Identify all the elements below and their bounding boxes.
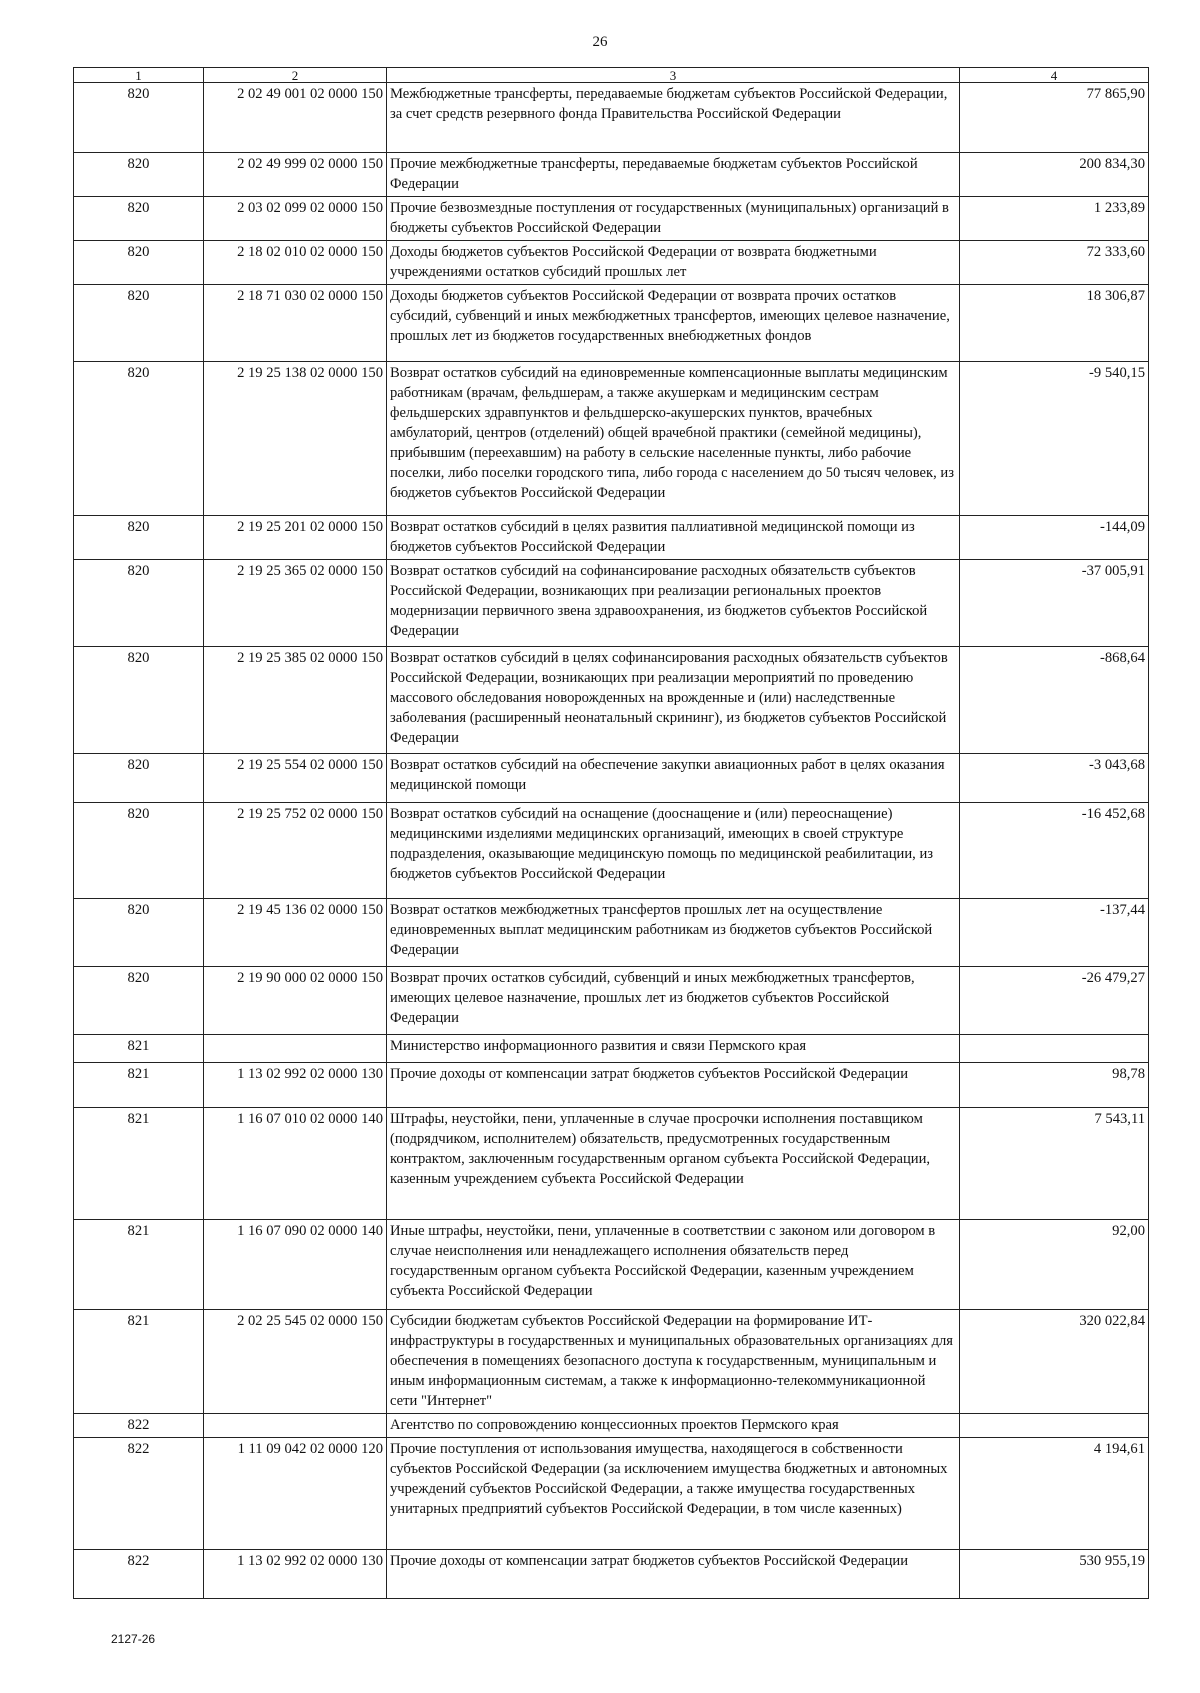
budget-code-cell: 2 18 71 030 02 0000 150 [204,285,387,362]
budget-code-cell: 2 19 25 138 02 0000 150 [204,362,387,516]
amount-cell: -9 540,15 [960,362,1149,516]
amount-cell: 18 306,87 [960,285,1149,362]
chapter-code-cell: 822 [74,1414,204,1438]
revenue-name-cell: Прочие поступления от использования имущества, находящегося в собственности субъектов Российской Федерации (за исключением имущества бюджетных и автономных учреждений субъектов Российской Федерации, а также имущества государственных унитарных предприятий субъектов Российской Федерации, в том числе казенных) [387,1438,960,1550]
chapter-code-cell: 820 [74,560,204,647]
chapter-code-cell: 820 [74,83,204,153]
amount-cell: 72 333,60 [960,241,1149,285]
table-row [74,1550,1149,1599]
table-row [74,1310,1149,1414]
revenue-name-cell: Штрафы, неустойки, пени, уплаченные в случае просрочки исполнения поставщиком (подрядчиком, исполнителем) обязательств, предусмотренных государственным контрактом, заключенным государственным органом субъекта Российской Федерации, казенным учреждением субъекта Российской Федерации [387,1108,960,1220]
budget-code-cell: 2 19 25 752 02 0000 150 [204,803,387,899]
table-row [74,83,1149,153]
chapter-code-cell: 820 [74,285,204,362]
chapter-code-cell: 821 [74,1310,204,1414]
chapter-code-cell: 821 [74,1220,204,1310]
budget-code-cell: 2 19 25 385 02 0000 150 [204,647,387,754]
table-row [74,899,1149,967]
budget-code-cell: 2 18 02 010 02 0000 150 [204,241,387,285]
amount-cell: 4 194,61 [960,1438,1149,1550]
amount-cell: 320 022,84 [960,1310,1149,1414]
budget-code-cell: 1 13 02 992 02 0000 130 [204,1063,387,1108]
chapter-code-cell: 820 [74,647,204,754]
table-row [74,285,1149,362]
revenue-name-cell: Прочие доходы от компенсации затрат бюджетов субъектов Российской Федерации [387,1550,960,1599]
chapter-code-cell: 820 [74,153,204,197]
table-row [74,803,1149,899]
column-number-2: 2 [204,68,387,83]
budget-code-cell: 1 13 02 992 02 0000 130 [204,1550,387,1599]
page-number: 26 [592,34,608,50]
table-row [74,754,1149,803]
budget-code-cell: 2 02 25 545 02 0000 150 [204,1310,387,1414]
chapter-code-cell: 820 [74,241,204,285]
budget-code-cell: 1 16 07 090 02 0000 140 [204,1220,387,1310]
chapter-code-cell: 821 [74,1035,204,1063]
revenue-name-cell: Возврат остатков субсидий на оснащение (дооснащение и (или) переоснащение) медицинскими изделиями медицинских организаций, имеющих в своей структуре подразделения, оказывающие медицинскую помощь по медицинской реабилитации, из бюджетов субъектов Российской Федерации [387,803,960,899]
chapter-code-cell: 822 [74,1550,204,1599]
amount-cell: -3 043,68 [960,754,1149,803]
table-body [74,83,1149,1599]
chapter-code-cell: 820 [74,967,204,1035]
chapter-code-cell: 822 [74,1438,204,1550]
amount-cell: -26 479,27 [960,967,1149,1035]
revenue-name-cell: Доходы бюджетов субъектов Российской Федерации от возврата бюджетными учреждениями остатков субсидий прошлых лет [387,241,960,285]
budget-code-cell: 2 19 90 000 02 0000 150 [204,967,387,1035]
budget-code-cell: 2 19 25 201 02 0000 150 [204,516,387,560]
budget-code-cell: 1 16 07 010 02 0000 140 [204,1108,387,1220]
column-number-4: 4 [960,68,1149,83]
table-row [74,241,1149,285]
revenue-table [73,67,1149,1599]
revenue-name-cell: Возврат прочих остатков субсидий, субвенций и иных межбюджетных трансфертов, имеющих целевое назначение, прошлых лет из бюджетов субъектов Российской Федерации [387,967,960,1035]
revenue-name-cell: Доходы бюджетов субъектов Российской Федерации от возврата прочих остатков субсидий, субвенций и иных межбюджетных трансфертов, имеющих целевое назначение, прошлых лет из бюджетов государственных внебюджетных фондов [387,285,960,362]
chapter-code-cell: 820 [74,899,204,967]
revenue-name-cell: Возврат остатков субсидий в целях софинансирования расходных обязательств субъектов Российской Федерации, возникающих при реализации мероприятий по проведению массового обследования новорожденных на врожденные и (или) наследственные заболевания (расширенный неонатальный скрининг), из бюджетов субъектов Российской Федерации [387,647,960,754]
amount-cell: -16 452,68 [960,803,1149,899]
budget-code-cell: 2 19 45 136 02 0000 150 [204,899,387,967]
table-row [74,1220,1149,1310]
budget-code-cell: 2 02 49 999 02 0000 150 [204,153,387,197]
column-number-3: 3 [387,68,960,83]
budget-code-cell: 2 03 02 099 02 0000 150 [204,197,387,241]
column-number-row [74,68,1149,83]
chapter-code-cell: 821 [74,1108,204,1220]
revenue-name-cell: Возврат остатков субсидий на софинансирование расходных обязательств субъектов Российской Федерации, возникающих при реализации региональных проектов модернизации первичного звена здравоохранения, из бюджетов субъектов Российской Федерации [387,560,960,647]
chapter-code-cell: 820 [74,362,204,516]
chapter-code-cell: 820 [74,803,204,899]
amount-cell: 1 233,89 [960,197,1149,241]
budget-code-cell [204,1035,387,1063]
revenue-name-cell: Субсидии бюджетам субъектов Российской Федерации на формирование ИТ-инфраструктуры в государственных и муниципальных образовательных организациях для обеспечения в помещениях безопасного доступа к государственным, муниципальным и иным информационным системам, а также к информационно-телекоммуникационной сети "Интернет" [387,1310,960,1414]
budget-code-cell [204,1414,387,1438]
amount-cell: -144,09 [960,516,1149,560]
budget-code-cell: 2 19 25 365 02 0000 150 [204,560,387,647]
revenue-name-cell: Возврат остатков субсидий на единовременные компенсационные выплаты медицинским работникам (врачам, фельдшерам, а также акушеркам и медицинским сестрам фельдшерских здравпунктов и фельдшерско-акушерских пунктов, врачебных амбулаторий, центров (отделений) общей врачебной практики (семейной медицины), прибывшим (переехавшим) на работу в сельские населенные пункты, либо рабочие поселки, либо поселки городского типа, либо города с населением до 50 тысяч человек, из бюджетов субъектов Российской Федерации [387,362,960,516]
revenue-name-cell: Возврат остатков субсидий в целях развития паллиативной медицинской помощи из бюджетов субъектов Российской Федерации [387,516,960,560]
amount-cell [960,1035,1149,1063]
table-row [74,1108,1149,1220]
revenue-name-cell: Возврат остатков межбюджетных трансфертов прошлых лет на осуществление единовременных выплат медицинским работникам из бюджетов субъектов Российской Федерации [387,899,960,967]
amount-cell: 530 955,19 [960,1550,1149,1599]
amount-cell: 200 834,30 [960,153,1149,197]
revenue-name-cell: Межбюджетные трансферты, передаваемые бюджетам субъектов Российской Федерации, за счет средств резервного фонда Правительства Российской Федерации [387,83,960,153]
amount-cell: 98,78 [960,1063,1149,1108]
chapter-code-cell: 820 [74,754,204,803]
table-row [74,647,1149,754]
table-row [74,1438,1149,1550]
amount-cell: -37 005,91 [960,560,1149,647]
amount-cell: 7 543,11 [960,1108,1149,1220]
chapter-code-cell: 820 [74,516,204,560]
amount-cell: 92,00 [960,1220,1149,1310]
footer-code: 2127-26 [111,1632,156,1646]
revenue-name-cell: Возврат остатков субсидий на обеспечение закупки авиационных работ в целях оказания медицинской помощи [387,754,960,803]
budget-code-cell: 1 11 09 042 02 0000 120 [204,1438,387,1550]
table-row [74,1035,1149,1063]
amount-cell [960,1414,1149,1438]
table-row [74,967,1149,1035]
revenue-name-cell: Прочие безвозмездные поступления от государственных (муниципальных) организаций в бюджеты субъектов Российской Федерации [387,197,960,241]
budget-code-cell: 2 02 49 001 02 0000 150 [204,83,387,153]
table-row [74,362,1149,516]
table-row [74,1063,1149,1108]
column-number-1: 1 [74,68,204,83]
chapter-code-cell: 820 [74,197,204,241]
revenue-name-cell: Прочие доходы от компенсации затрат бюджетов субъектов Российской Федерации [387,1063,960,1108]
revenue-name-cell: Агентство по сопровождению концессионных проектов Пермского края [387,1414,960,1438]
revenue-name-cell: Прочие межбюджетные трансферты, передаваемые бюджетам субъектов Российской Федерации [387,153,960,197]
table-row [74,560,1149,647]
table-row [74,197,1149,241]
budget-code-cell: 2 19 25 554 02 0000 150 [204,754,387,803]
amount-cell: -868,64 [960,647,1149,754]
revenue-name-cell: Министерство информационного развития и связи Пермского края [387,1035,960,1063]
table-row [74,153,1149,197]
revenue-name-cell: Иные штрафы, неустойки, пени, уплаченные в соответствии с законом или договором в случае неисполнения или ненадлежащего исполнения обязательств перед государственным органом субъекта Российской Федерации, казенным учреждением субъекта Российской Федерации [387,1220,960,1310]
amount-cell: -137,44 [960,899,1149,967]
amount-cell: 77 865,90 [960,83,1149,153]
chapter-code-cell: 821 [74,1063,204,1108]
table-row [74,1414,1149,1438]
table-row [74,516,1149,560]
